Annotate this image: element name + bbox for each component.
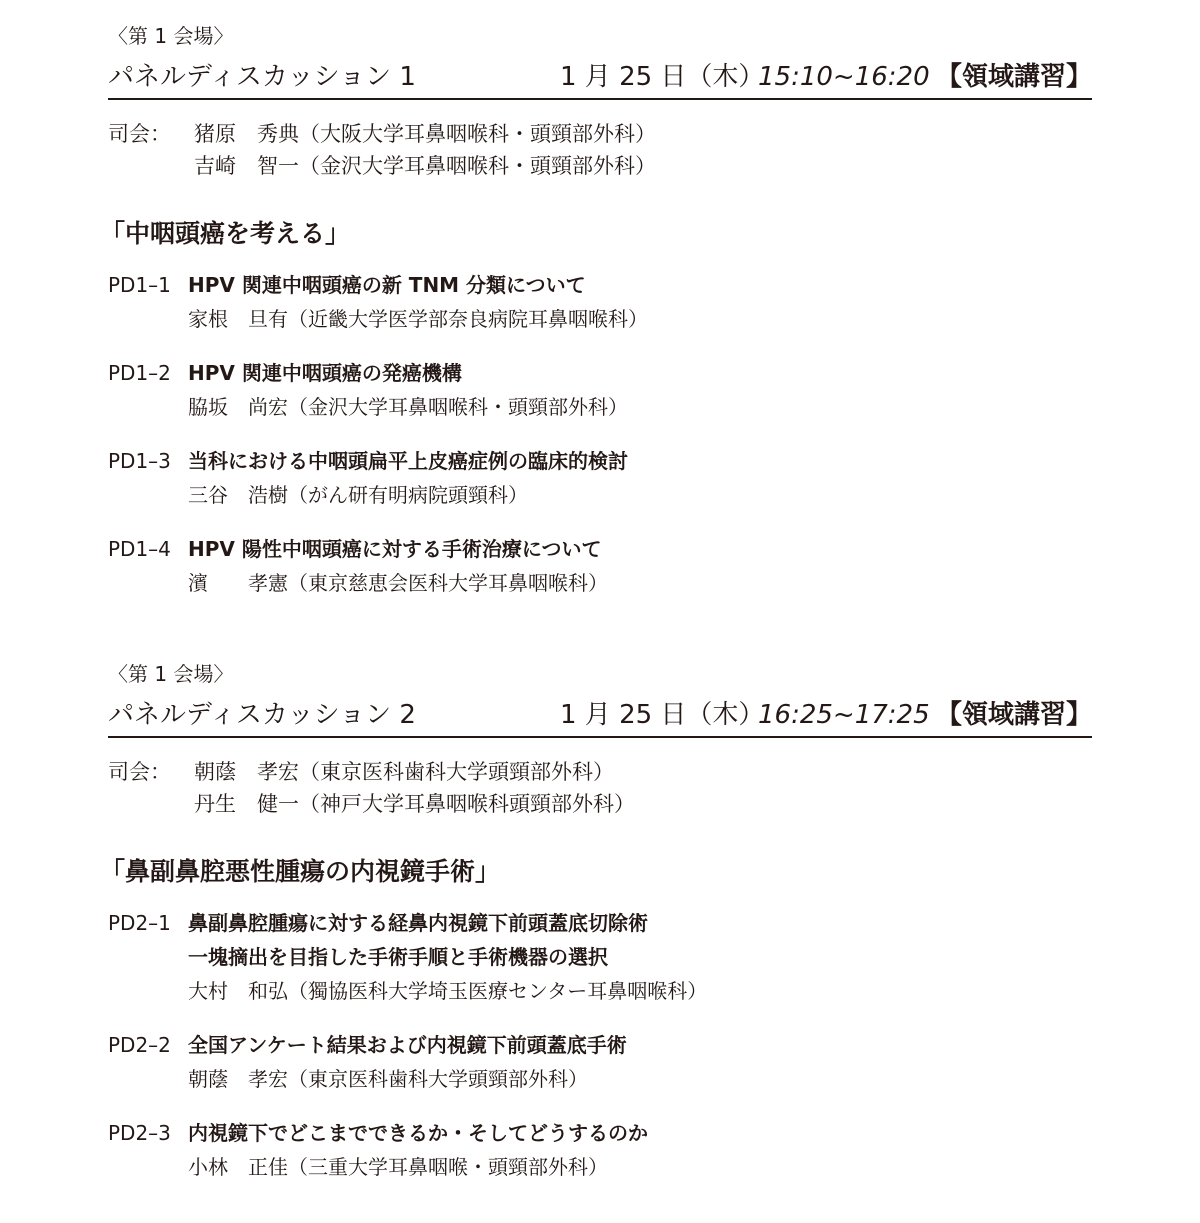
presentation-title: HPV 関連中咽頭癌の発癌機構 (188, 361, 462, 385)
chair-name: 猪原 秀典（大阪大学耳鼻咽喉科・頭頸部外科） (194, 122, 656, 146)
presentation-speaker: 家根 旦有（近畿大学医学部奈良病院耳鼻咽喉科） (188, 307, 648, 331)
session-date: 1 月 25 日（木） (560, 700, 765, 730)
presentation-code: PD1–3 (108, 449, 171, 473)
session-title: パネルディスカッション 2 (108, 700, 416, 730)
presentation-speaker: 脇坂 尚宏（金沢大学耳鼻咽喉科・頭頸部外科） (188, 395, 628, 419)
session-date: 1 月 25 日（木） (560, 62, 765, 92)
session-tag: 【領域講習】 (935, 62, 1092, 92)
presentation-speaker: 濱 孝憲（東京慈恵会医科大学耳鼻咽喉科） (188, 571, 608, 595)
venue-label: 〈第 1 会場〉 (108, 24, 234, 48)
presentation-code: PD1–2 (108, 361, 171, 385)
chair-name: 丹生 健一（神戸大学耳鼻咽喉科頭頸部外科） (194, 792, 635, 816)
presentation-code: PD1–1 (108, 273, 171, 297)
presentation-speaker: 小林 正佳（三重大学耳鼻咽喉・頭頸部外科） (188, 1155, 608, 1179)
presentation-code: PD2–1 (108, 911, 171, 935)
venue-label: 〈第 1 会場〉 (108, 662, 234, 686)
session-time: 15:10~16:20 (758, 62, 930, 92)
session-header (108, 696, 1092, 738)
presentation-title: HPV 陽性中咽頭癌に対する手術治療について (188, 537, 602, 561)
chair-name: 朝蔭 孝宏（東京医科歯科大学頭頸部外科） (194, 760, 614, 784)
session-title: パネルディスカッション 1 (108, 62, 416, 92)
chair-label: 司会： (108, 760, 171, 784)
presentation-code: PD2–3 (108, 1121, 171, 1145)
session-time: 16:25~17:25 (758, 700, 930, 730)
presentation-title-line2: 一塊摘出を目指した手術手順と手術機器の選択 (188, 945, 608, 969)
presentation-title: 内視鏡下でどこまでできるか・そしてどうするのか (188, 1121, 648, 1145)
session-theme: 「鼻副鼻腔悪性腫瘍の内視鏡手術」 (100, 857, 501, 886)
presentation-title: HPV 関連中咽頭癌の新 TNM 分類について (188, 273, 586, 297)
presentation-code: PD1–4 (108, 537, 171, 561)
session-header (108, 58, 1092, 100)
session-tag: 【領域講習】 (935, 700, 1092, 730)
presentation-title: 当科における中咽頭扁平上皮癌症例の臨床的検討 (188, 449, 628, 473)
session-theme: 「中咽頭癌を考える」 (100, 219, 351, 248)
presentation-speaker: 三谷 浩樹（がん研有明病院頭頸科） (188, 483, 528, 507)
presentation-code: PD2–2 (108, 1033, 171, 1057)
presentation-speaker: 大村 和弘（獨協医科大学埼玉医療センター耳鼻咽喉科） (188, 979, 708, 1003)
presentation-title: 鼻副鼻腔腫瘍に対する経鼻内視鏡下前頭蓋底切除術 (188, 911, 648, 935)
chair-name: 吉崎 智一（金沢大学耳鼻咽喉科・頭頸部外科） (194, 154, 656, 178)
presentation-speaker: 朝蔭 孝宏（東京医科歯科大学頭頸部外科） (188, 1067, 588, 1091)
chair-label: 司会： (108, 122, 171, 146)
presentation-title: 全国アンケート結果および内視鏡下前頭蓋底手術 (188, 1033, 627, 1057)
